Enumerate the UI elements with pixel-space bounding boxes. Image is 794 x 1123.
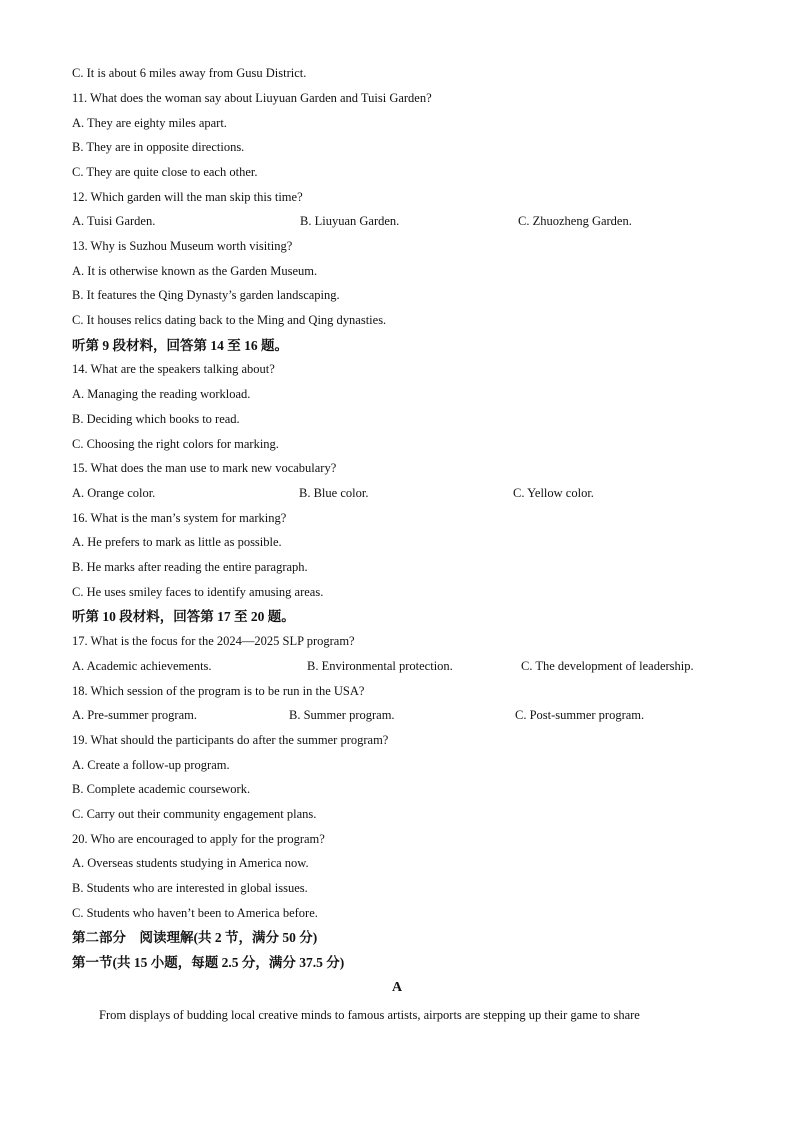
passage-text: From displays of budding local creative minds to famous artists, airports are stepping up their game to share	[99, 1008, 640, 1022]
q17-option-b: B. Environmental protection.	[307, 659, 453, 673]
q16-option-a: A. He prefers to mark as little as possible.	[72, 535, 282, 549]
q17-option-a: A. Academic achievements.	[72, 659, 212, 673]
q17-question: 17. What is the focus for the 2024—2025 SLP program?	[72, 634, 355, 648]
q15-option-c: C. Yellow color.	[513, 486, 594, 500]
q17-option-c: C. The development of leadership.	[521, 659, 694, 673]
section-one-heading: 第一节(共 15 小题，每题 2.5 分，满分 37.5 分)	[72, 955, 345, 970]
q19-question: 19. What should the participants do after the summer program?	[72, 733, 389, 747]
q20-question: 20. Who are encouraged to apply for the program?	[72, 832, 325, 846]
q13-option-a: A. It is otherwise known as the Garden Museum.	[72, 264, 318, 278]
section-heading-9: 听第 9 段材料，回答第 14 至 16 题。	[72, 338, 288, 353]
q11-question: 11. What does the woman say about Liuyuan Garden and Tuisi Garden?	[72, 91, 432, 105]
q15-option-b: B. Blue color.	[299, 486, 369, 500]
q11-option-c: C. They are quite close to each other.	[72, 165, 258, 179]
q20-option-b: B. Students who are interested in global issues.	[72, 881, 308, 895]
part-two-heading: 第二部分 阅读理解(共 2 节，满分 50 分)	[72, 930, 318, 945]
q12-option-c: C. Zhuozheng Garden.	[518, 214, 632, 228]
q10-option-c: C. It is about 6 miles away from Gusu District.	[72, 66, 307, 80]
q18-option-c: C. Post-summer program.	[515, 708, 645, 722]
section-heading-10: 听第 10 段材料，回答第 17 至 20 题。	[72, 609, 295, 624]
q11-option-b: B. They are in opposite directions.	[72, 140, 245, 154]
q13-question: 13. Why is Suzhou Museum worth visiting?	[72, 239, 293, 253]
q15-option-a: A. Orange color.	[72, 486, 156, 500]
q18-question: 18. Which session of the program is to be run in the USA?	[72, 684, 365, 698]
q16-option-c: C. He uses smiley faces to identify amusing areas.	[72, 585, 324, 599]
q18-option-b: B. Summer program.	[289, 708, 395, 722]
q12-question: 12. Which garden will the man skip this time?	[72, 190, 303, 204]
q14-option-b: B. Deciding which books to read.	[72, 412, 240, 426]
q11-option-a: A. They are eighty miles apart.	[72, 116, 227, 130]
q13-option-c: C. It houses relics dating back to the Ming and Qing dynasties.	[72, 313, 387, 327]
q15-question: 15. What does the man use to mark new vocabulary?	[72, 461, 337, 475]
q19-option-b: B. Complete academic coursework.	[72, 782, 251, 796]
q16-question: 16. What is the man’s system for marking?	[72, 511, 287, 525]
q18-option-a: A. Pre-summer program.	[72, 708, 197, 722]
q14-question: 14. What are the speakers talking about?	[72, 362, 275, 376]
q19-option-c: C. Carry out their community engagement plans.	[72, 807, 317, 821]
q20-option-c: C. Students who haven’t been to America before.	[72, 906, 318, 920]
q14-option-c: C. Choosing the right colors for marking.	[72, 437, 279, 451]
q19-option-a: A. Create a follow-up program.	[72, 758, 230, 772]
q16-option-b: B. He marks after reading the entire paragraph.	[72, 560, 308, 574]
passage-title: A	[391, 980, 403, 995]
q12-option-a: A. Tuisi Garden.	[72, 214, 156, 228]
q13-option-b: B. It features the Qing Dynasty’s garden landscaping.	[72, 288, 340, 302]
q12-option-b: B. Liuyuan Garden.	[300, 214, 400, 228]
q20-option-a: A. Overseas students studying in America now.	[72, 856, 309, 870]
q14-option-a: A. Managing the reading workload.	[72, 387, 251, 401]
